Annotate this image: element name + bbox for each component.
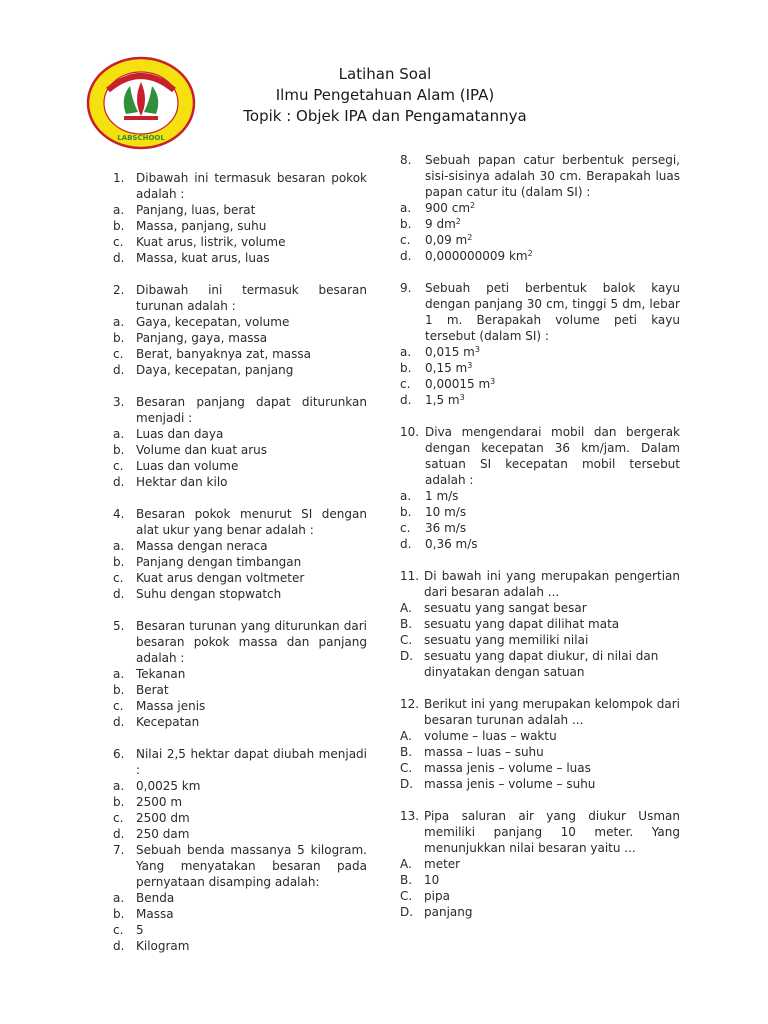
option-text: Kecepatan <box>136 715 200 729</box>
answer-option <box>400 392 680 408</box>
option-text: 250 dam <box>136 827 190 841</box>
option-letter: a. <box>113 203 125 217</box>
option-letter: d. <box>113 827 125 841</box>
topic-title: Topik : Objek IPA dan Pengamatannya <box>243 107 527 125</box>
question-number: 6. <box>113 747 125 761</box>
answer-option <box>113 538 367 554</box>
answer-option <box>113 554 367 570</box>
option-letter: a. <box>113 667 125 681</box>
option-text: 2500 dm <box>136 811 190 825</box>
answer-option <box>400 520 680 536</box>
option-text: sesuatu yang dapat dilihat mata <box>424 617 620 631</box>
option-exponent: 2 <box>470 201 476 210</box>
option-text: 0,36 m/s <box>425 537 478 551</box>
option-exponent: 3 <box>474 345 480 354</box>
option-exponent: 3 <box>467 361 473 370</box>
option-text: 0,00015 m <box>425 377 491 391</box>
option-text: massa – luas – suhu <box>424 745 544 759</box>
option-text: 10 <box>424 873 440 887</box>
option-letter: c. <box>400 521 411 535</box>
option-text: sesuatu yang dapat diukur, di nilai dan dinyatakan dengan satuan <box>424 649 659 679</box>
option-text: meter <box>424 857 461 871</box>
page-title: Latihan Soal <box>338 65 432 83</box>
answer-option <box>113 890 367 906</box>
option-letter: c. <box>113 923 124 937</box>
answer-option <box>400 488 680 504</box>
answer-option <box>113 314 367 330</box>
option-letter: d. <box>113 715 125 729</box>
question-2 <box>113 282 367 378</box>
answer-option <box>113 346 367 362</box>
answer-option <box>113 330 367 346</box>
option-text: Massa <box>136 907 174 921</box>
answer-option <box>400 232 680 248</box>
answer-option <box>400 344 680 360</box>
answer-option <box>113 938 367 954</box>
question-8 <box>400 152 680 264</box>
option-letter: B. <box>400 617 413 631</box>
answer-option <box>400 600 680 616</box>
option-text: Gaya, kecepatan, volume <box>136 315 290 329</box>
option-exponent: 2 <box>527 249 533 258</box>
question-3 <box>113 394 367 490</box>
option-text: 900 cm <box>425 201 471 215</box>
option-text: massa jenis – volume – suhu <box>424 777 596 791</box>
option-letter: a. <box>113 315 125 329</box>
answer-option <box>113 906 367 922</box>
answer-option <box>400 248 680 264</box>
answer-option <box>400 648 680 680</box>
question-11 <box>400 568 680 680</box>
question-text: Dibawah ini termasuk besaran turunan adalah : <box>136 283 367 313</box>
answer-option <box>113 666 367 682</box>
option-text: Kilogram <box>136 939 190 953</box>
option-text: Massa jenis <box>136 699 206 713</box>
option-letter: a. <box>113 779 125 793</box>
question-number: 4. <box>113 507 125 521</box>
answer-option <box>113 570 367 586</box>
option-text: volume – luas – waktu <box>424 729 557 743</box>
option-text: sesuatu yang sangat besar <box>424 601 587 615</box>
option-text: pipa <box>424 889 450 903</box>
option-text: Panjang dengan timbangan <box>136 555 302 569</box>
option-exponent: 2 <box>467 233 473 242</box>
option-letter: b. <box>113 331 125 345</box>
option-letter: B. <box>400 745 413 759</box>
answer-option <box>400 216 680 232</box>
option-letter: C. <box>400 633 413 647</box>
question-number: 7. <box>113 843 125 857</box>
question-7 <box>113 842 367 954</box>
option-letter: a. <box>113 539 125 553</box>
logo-name: LABSCHOOL <box>117 134 165 142</box>
option-text: panjang <box>424 905 473 919</box>
option-letter: B. <box>400 873 413 887</box>
answer-option <box>400 776 680 792</box>
option-exponent: 3 <box>459 393 465 402</box>
answer-option <box>113 778 367 794</box>
option-letter: a. <box>113 891 125 905</box>
answer-option <box>400 360 680 376</box>
option-letter: b. <box>113 443 125 457</box>
question-1 <box>113 170 367 266</box>
option-text: 10 m/s <box>425 505 467 519</box>
option-text: massa jenis – volume – luas <box>424 761 591 775</box>
option-text: Suhu dengan stopwatch <box>136 587 282 601</box>
header <box>200 64 570 127</box>
option-letter: c. <box>113 811 124 825</box>
option-letter: d. <box>113 587 125 601</box>
answer-option <box>113 714 367 730</box>
option-exponent: 3 <box>490 377 496 386</box>
option-letter: a. <box>400 489 412 503</box>
answer-option <box>113 810 367 826</box>
question-number: 3. <box>113 395 125 409</box>
answer-option <box>400 504 680 520</box>
option-text: 0,000000009 km <box>425 249 528 263</box>
answer-option <box>400 376 680 392</box>
option-letter: d. <box>113 251 125 265</box>
answer-option <box>113 218 367 234</box>
question-4 <box>113 506 367 602</box>
option-letter: c. <box>113 459 124 473</box>
option-text: 2500 m <box>136 795 183 809</box>
option-letter: a. <box>400 201 412 215</box>
option-text: 9 dm <box>425 217 456 231</box>
question-number: 10. <box>400 425 420 439</box>
option-text: Volume dan kuat arus <box>136 443 268 457</box>
option-text: 5 <box>136 923 144 937</box>
question-number: 5. <box>113 619 125 633</box>
question-number: 1. <box>113 171 125 185</box>
question-text: Besaran panjang dapat diturunkan menjadi : <box>136 395 367 425</box>
option-exponent: 2 <box>455 217 461 226</box>
option-text: 0,0025 km <box>136 779 201 793</box>
answer-option <box>113 362 367 378</box>
option-letter: b. <box>113 907 125 921</box>
answer-option <box>400 632 680 648</box>
option-text: 36 m/s <box>425 521 467 535</box>
option-letter: b. <box>113 219 125 233</box>
option-letter: b. <box>113 795 125 809</box>
answer-option <box>113 426 367 442</box>
option-letter: A. <box>400 601 412 615</box>
question-text: Besaran turunan yang diturunkan dari besaran pokok massa dan panjang adalah : <box>136 619 367 665</box>
question-text: Sebuah peti berbentuk balok kayu dengan panjang 30 cm, tinggi 5 dm, lebar 1 m. Berapakah volume peti kayu tersebut (dalam SI) : <box>425 281 680 343</box>
answer-option <box>113 586 367 602</box>
option-letter: b. <box>400 217 412 231</box>
option-letter: A. <box>400 857 412 871</box>
labschool-logo <box>86 56 196 150</box>
option-letter: D. <box>400 777 414 791</box>
question-number: 2. <box>113 283 125 297</box>
question-number: 9. <box>400 281 412 295</box>
option-text: sesuatu yang memiliki nilai <box>424 633 589 647</box>
answer-option <box>400 760 680 776</box>
option-letter: c. <box>400 233 411 247</box>
option-letter: c. <box>113 235 124 249</box>
option-text: Massa, kuat arus, luas <box>136 251 270 265</box>
option-text: 1,5 m <box>425 393 460 407</box>
option-letter: b. <box>400 505 412 519</box>
question-text: Di bawah ini yang merupakan pengertian dari besaran adalah ... <box>424 569 680 599</box>
option-letter: d. <box>400 393 412 407</box>
option-text: 1 m/s <box>425 489 459 503</box>
answer-option <box>113 682 367 698</box>
option-text: Kuat arus, listrik, volume <box>136 235 286 249</box>
option-letter: c. <box>113 347 124 361</box>
option-text: 0,09 m <box>425 233 468 247</box>
question-13 <box>400 808 680 920</box>
option-text: Berat, banyaknya zat, massa <box>136 347 311 361</box>
question-text: Pipa saluran air yang diukur Usman memiliki panjang 10 meter. Yang menunjukkan nilai besaran yaitu ... <box>424 809 680 855</box>
question-text: Diva mengendarai mobil dan bergerak dengan kecepatan 36 km/jam. Dalam satuan SI kecepatan mobil tersebut adalah : <box>425 425 680 487</box>
option-letter: D. <box>400 905 414 919</box>
answer-option <box>113 234 367 250</box>
option-letter: b. <box>113 555 125 569</box>
question-text: Sebuah papan catur berbentuk persegi, sisi-sisinya adalah 30 cm. Berapakah luas papan catur itu (dalam SI) : <box>425 153 680 199</box>
answer-option <box>400 728 680 744</box>
questions-right-column <box>400 152 680 936</box>
question-9 <box>400 280 680 408</box>
answer-option <box>400 536 680 552</box>
option-text: Panjang, gaya, massa <box>136 331 268 345</box>
answer-option <box>113 698 367 714</box>
option-text: Massa, panjang, suhu <box>136 219 267 233</box>
option-text: 0,15 m <box>425 361 468 375</box>
question-text: Sebuah benda massanya 5 kilogram. Yang menyatakan besaran pada pernyataan disamping adalah: <box>136 843 367 889</box>
question-text: Berikut ini yang merupakan kelompok dari besaran turunan adalah ... <box>424 697 680 727</box>
question-number: 13. <box>400 809 420 823</box>
option-letter: c. <box>113 571 124 585</box>
option-letter: d. <box>113 363 125 377</box>
option-text: Daya, kecepatan, panjang <box>136 363 294 377</box>
question-12 <box>400 696 680 792</box>
question-10 <box>400 424 680 552</box>
option-text: Luas dan volume <box>136 459 239 473</box>
answer-option <box>400 904 680 920</box>
answer-option <box>400 744 680 760</box>
option-letter: d. <box>400 537 412 551</box>
option-letter: b. <box>400 361 412 375</box>
answer-option <box>113 202 367 218</box>
option-letter: d. <box>113 475 125 489</box>
question-text: Nilai 2,5 hektar dapat diubah menjadi : <box>136 747 367 777</box>
answer-option <box>400 856 680 872</box>
questions-left-column <box>113 170 367 970</box>
option-text: Hektar dan kilo <box>136 475 228 489</box>
question-6 <box>113 746 367 842</box>
option-letter: d. <box>400 249 412 263</box>
option-letter: a. <box>400 345 412 359</box>
question-number: 8. <box>400 153 412 167</box>
option-letter: b. <box>113 683 125 697</box>
answer-option <box>113 458 367 474</box>
option-letter: c. <box>400 377 411 391</box>
option-letter: C. <box>400 761 413 775</box>
answer-option <box>400 200 680 216</box>
option-letter: A. <box>400 729 412 743</box>
answer-option <box>400 888 680 904</box>
answer-option <box>400 616 680 632</box>
answer-option <box>400 872 680 888</box>
answer-option <box>113 442 367 458</box>
subject-title: Ilmu Pengetahuan Alam (IPA) <box>275 86 495 104</box>
option-text: Kuat arus dengan voltmeter <box>136 571 305 585</box>
option-text: 0,015 m <box>425 345 475 359</box>
option-text: Luas dan daya <box>136 427 224 441</box>
option-text: Berat <box>136 683 169 697</box>
answer-option <box>113 922 367 938</box>
question-text: Besaran pokok menurut SI dengan alat ukur yang benar adalah : <box>136 507 367 537</box>
option-letter: c. <box>113 699 124 713</box>
option-letter: a. <box>113 427 125 441</box>
answer-option <box>113 474 367 490</box>
answer-option <box>113 826 367 842</box>
answer-option <box>113 250 367 266</box>
answer-option <box>113 794 367 810</box>
option-letter: D. <box>400 649 414 663</box>
option-letter: d. <box>113 939 125 953</box>
question-number: 12. <box>400 697 420 711</box>
option-text: Benda <box>136 891 175 905</box>
option-text: Tekanan <box>136 667 186 681</box>
option-text: Panjang, luas, berat <box>136 203 256 217</box>
option-letter: C. <box>400 889 413 903</box>
question-5 <box>113 618 367 730</box>
question-number: 11. <box>400 569 420 583</box>
question-text: Dibawah ini termasuk besaran pokok adalah : <box>136 171 367 201</box>
option-text: Massa dengan neraca <box>136 539 268 553</box>
